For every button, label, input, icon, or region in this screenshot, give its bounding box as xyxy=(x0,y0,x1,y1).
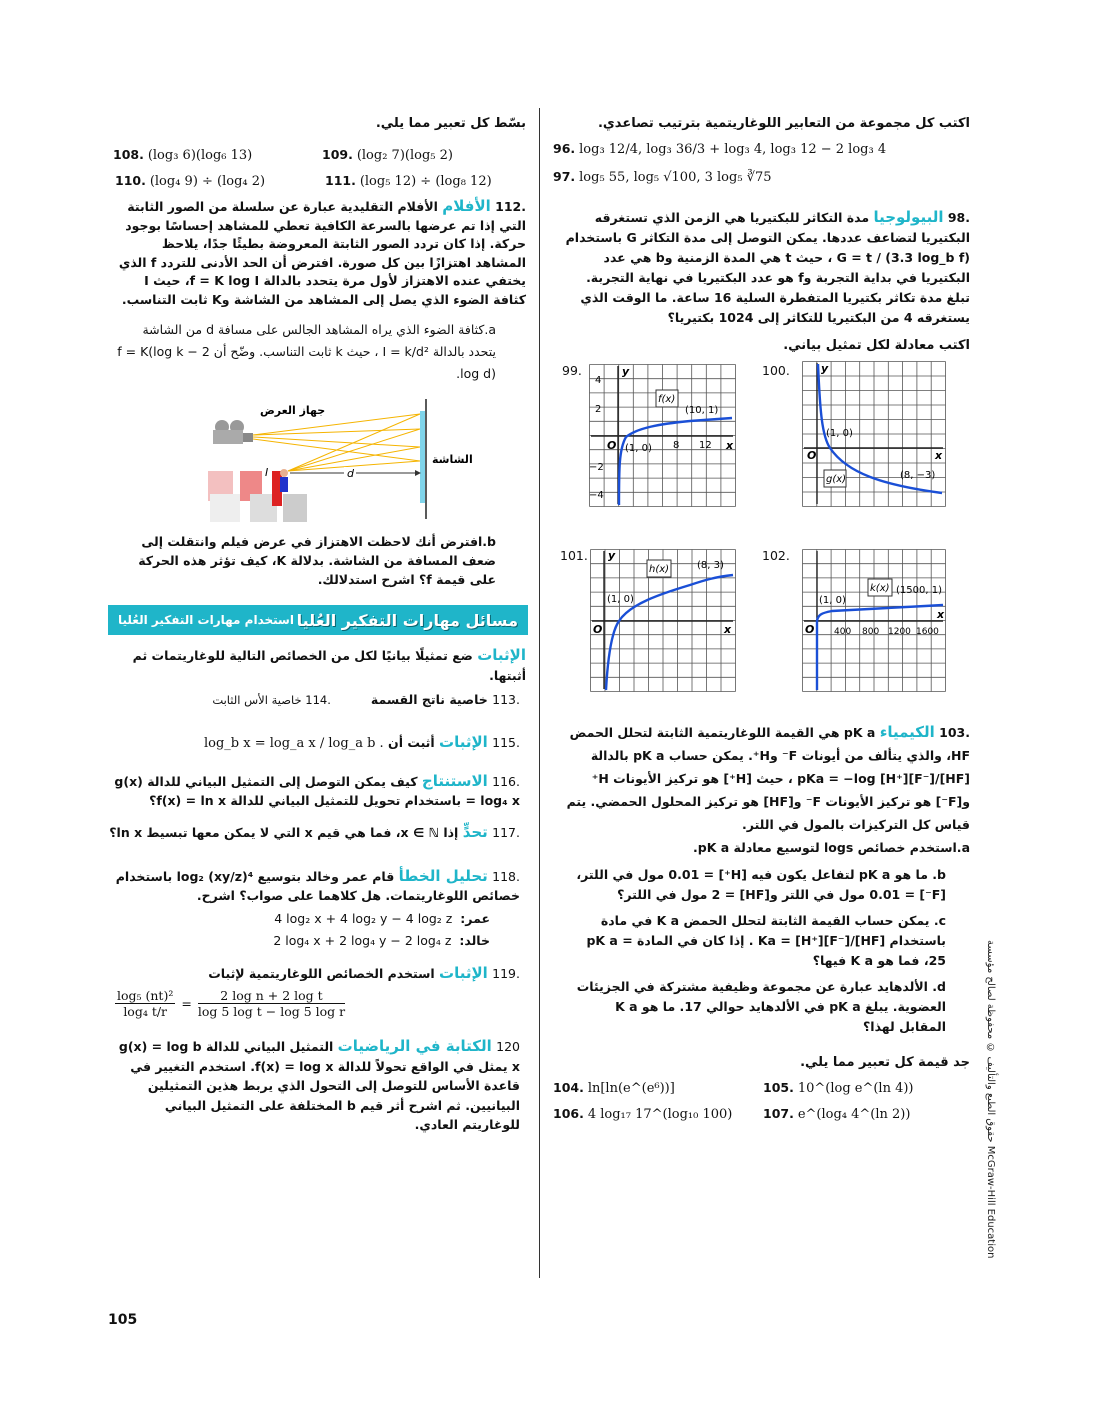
problem-number: 120 xyxy=(496,1039,520,1054)
expression: (log₃ 6)(log₆ 13) xyxy=(147,148,253,163)
problem-number: .117 xyxy=(492,825,520,840)
keyword: الكيمياء xyxy=(879,723,935,741)
point-label: (1, 0) xyxy=(625,443,652,454)
problem-97 xyxy=(553,169,970,185)
x-axis-label: x xyxy=(726,439,734,452)
y-tick: 4 xyxy=(595,375,602,386)
y-axis-label: y xyxy=(622,365,630,378)
problem-118 xyxy=(108,867,520,905)
graph-number: 100. xyxy=(762,363,790,378)
expression: (log₄ 9) ÷ (log₄ 2) xyxy=(149,174,266,189)
denominator: log₄ t/r xyxy=(123,1004,168,1019)
y-axis-label: y xyxy=(821,362,829,375)
problem-number: .115 xyxy=(492,735,520,750)
projector-screen-figure xyxy=(200,399,500,524)
proof-intro xyxy=(108,645,526,686)
expression: (log₅ 12) ÷ (log₈ 12) xyxy=(359,174,492,189)
expression: log_b x = log_a x / log_a b . xyxy=(203,736,384,751)
problem-number: .118 xyxy=(492,869,520,884)
y-axis-label: y xyxy=(608,549,616,562)
origin-label: O xyxy=(593,623,603,636)
function-label: k(x) xyxy=(870,583,890,594)
problem-text: قام عمر وخالد بتوسيع log₂ (xy/z)⁴ باستخدام خصائص اللوغاريتمات. هل كلاهما على صواب؟ اشرح. xyxy=(115,869,520,903)
expression: e^(log₄ 4^(ln 2)) xyxy=(797,1107,911,1122)
problem-number: 109. xyxy=(322,147,353,162)
graphs-block xyxy=(553,359,970,695)
numerator: 2 log n + 2 log t xyxy=(198,988,345,1004)
row-104-105 xyxy=(553,1080,970,1096)
column-divider xyxy=(539,108,540,1278)
graph-number: 102. xyxy=(762,548,790,563)
problem-115 xyxy=(108,732,520,754)
banner-title: مسائل مهارات التفكير العُليا xyxy=(296,610,518,630)
hots-banner xyxy=(108,605,528,635)
problem-number: .119 xyxy=(492,966,520,981)
problem-number: .103 xyxy=(939,725,970,740)
point-label: (1, 0) xyxy=(607,594,634,605)
y-tick: 2 xyxy=(595,404,602,415)
row-110-111 xyxy=(108,173,526,189)
rhs-fraction xyxy=(198,988,345,1019)
problem-114 xyxy=(212,690,331,710)
banner-subtitle: استخدام مهارات التفكير العُليا xyxy=(118,613,294,627)
keyword: البيولوجيا xyxy=(873,208,944,226)
problem-number: .112 xyxy=(495,199,526,214)
problem-117 xyxy=(108,822,520,843)
x-tick: 400 xyxy=(834,627,852,637)
expression: log₃ 12/4, log₃ 36/3 + log₃ 4, log₃ 12 − 2 log₃ 4 xyxy=(579,142,887,157)
keyword: الإثبات xyxy=(439,733,488,751)
order-heading: اكتب كل مجموعة من التعابير اللوغاريتمية بترتيب تصاعدي. xyxy=(597,116,970,131)
keyword: الإثبات xyxy=(439,964,488,982)
student-label: خالد: xyxy=(459,933,490,948)
problem-text: استخدم الخصائص اللوغاريتمية لإثبات xyxy=(208,966,435,981)
problem-number: 105. xyxy=(763,1080,794,1095)
y-tick: −4 xyxy=(589,490,604,501)
light-rays xyxy=(253,414,420,471)
khaled-answer xyxy=(108,931,490,951)
problem-number: 108. xyxy=(113,147,144,162)
equals-sign: = xyxy=(181,996,192,1011)
student-expression: 4 log₂ x + 4 log₂ y − 4 log₂ z xyxy=(274,911,453,926)
problem-96 xyxy=(553,141,970,157)
axes xyxy=(804,551,943,689)
expression: ln[ln(e^(e⁶))] xyxy=(587,1081,675,1096)
problem-number: 104. xyxy=(553,1080,584,1095)
intro-text: ضع تمثيلًا بيانيًا لكل من الخصائص التالية للوغاريتمات ثم أثبتها. xyxy=(132,648,526,683)
problem-109 xyxy=(322,147,453,163)
graph-heading: اكتب معادلة لكل تمثيل بياني. xyxy=(783,338,970,353)
right-column xyxy=(553,112,970,1122)
origin-label: O xyxy=(807,449,817,462)
x-tick: 800 xyxy=(862,627,880,637)
part-b: b.افترض أنك لاحظت الاهتزاز في عرض فيلم وانتقلت إلى ضعف المسافة من الشاشة. بدلالة K، كيف تؤثر هذه الحركة على قيمة f؟ اشرح استدلالك. xyxy=(138,534,496,587)
numerator: log₅ (nt)² xyxy=(117,988,174,1003)
keyword: تحدٍّ xyxy=(462,823,488,841)
problem-text: كيف يمكن التوصل إلى التمثيل البياني للدالة g(x) = log₄ x باستخدام تحويل للتمثيل البياني للدالة f(x) = ln x؟ xyxy=(114,774,520,808)
expression: 10^(log e^(ln 4)) xyxy=(797,1081,914,1096)
problem-number: 111. xyxy=(325,173,356,188)
problem-text: خاصية الأس الثابت xyxy=(212,693,302,707)
problem-104 xyxy=(553,1080,763,1096)
part-b: b. ما هو pK a لتفاعل يكون فيه [H⁺] = 0.01 مول في اللتر، [F⁻] = 0.01 مول في اللتر و[HF] = 2 مول في اللتر؟ xyxy=(576,867,946,902)
denominator: log 5 log t − log 5 log r xyxy=(197,1004,346,1019)
problem-number: .98 xyxy=(947,210,970,225)
problem-105 xyxy=(763,1080,914,1096)
x-tick: 12 xyxy=(699,440,712,451)
keyword: الإثبات xyxy=(477,646,526,664)
problem-110 xyxy=(108,173,325,189)
graph-102 xyxy=(802,549,946,692)
row-113-114 xyxy=(108,690,526,710)
row-108-109 xyxy=(108,147,526,163)
part-a: a.استخدم خصائص logs لتوسيع معادلة pK a. xyxy=(693,840,970,855)
problem-120 xyxy=(108,1037,520,1135)
problem-text: أثبت أن xyxy=(388,735,435,750)
graph-99 xyxy=(589,364,736,507)
graph-100 xyxy=(802,361,946,507)
expression: (log₂ 7)(log₅ 2) xyxy=(356,148,453,163)
problem-98 xyxy=(563,207,970,328)
point-label: (8, −3) xyxy=(900,470,936,481)
simplify-heading: بسّط كل تعبير مما يلي. xyxy=(375,116,526,131)
problem-116 xyxy=(108,772,520,810)
problem-119 xyxy=(108,963,520,984)
function-label: h(x) xyxy=(649,564,670,575)
keyword: الكتابة في الرياضيات xyxy=(337,1037,492,1055)
left-column xyxy=(108,112,526,1135)
function-label: f(x) xyxy=(658,394,676,405)
axes xyxy=(591,366,733,504)
expression: log₅ 55, log₅ √100, 3 log₅ ∛75 xyxy=(579,170,772,185)
student-expression: 2 log₄ x + 2 log₄ y − 2 log₄ z xyxy=(273,933,452,948)
problem-number: 110. xyxy=(115,173,146,188)
problem-number: 106. xyxy=(553,1106,584,1121)
problem-112 xyxy=(113,197,526,309)
problem-text: pK a هي القيمة اللوغاريتمية الثابتة لتحلل الحمض HF، والذي يتألف من أيونات F⁻ وH⁺. يمكن حساب pK a بالدالة pKa = −log [H⁺][F⁻]/[HF] ، حيث [H⁺] هو تركيز الأيونات H⁺ و[F⁻] هو تركيز الأيونات F⁻ و[HF] هو تركيز المحلول الحمضي. يتم قياس كل التركيزات بالمول في اللتر. xyxy=(566,725,970,832)
problem-number: 97. xyxy=(553,169,576,184)
problem-111 xyxy=(325,173,492,189)
origin-label: O xyxy=(607,439,617,452)
problem-number: 107. xyxy=(763,1106,794,1121)
x-tick: 8 xyxy=(673,440,680,451)
part-d: d. الألدهايد عبارة عن مجموعة وظيفية مشتركة في الجزيئات العضوية. يبلغ pK a في الألدهايد حوالي 17. ما هو K a المقابل لهذا؟ xyxy=(576,979,946,1034)
problem-text: مدة التكاثر للبكتيريا هي الزمن الذي تستغرقه البكتيريا لتضاعف عددها. يمكن التوصل إلى مدة التكاثر G باستخدام G = t / (3.3 log_b f) ، حيث t هي المدة الزمنية وb هي عدد البكتيريا في بداية التجربة وf هو عدد البكتيريا في نهاية التجربة. تبلغ مدة تكاثر بكتيريا المتفطرة السلية 16 ساعة. ما الوقت الذي يستغرقه 4 من البكتيريا للتكاثر إلى 1024 بكتيريا؟ xyxy=(565,210,970,325)
keyword: الأفلام xyxy=(442,197,491,215)
y-tick: −2 xyxy=(589,462,604,473)
problem-text: التمثيل البياني للدالة g(x) = log b x يمثل في الواقع تحولاً للدالة f(x) = log x. استخدم التغيير في قاعدة الأساس للتوصل إلى التحول الذي يربط هذين التمثيلين البيانيين. ثم اشرح أثر قيم b المختلفة على التمثيل البياني للوغاريتم العادي. xyxy=(118,1039,520,1132)
projector-label: جهاز العرض xyxy=(260,404,326,417)
problem-text: إذا x ∈ ℕ، فما هي قيم x التي لا يمكن معها تبسيط ln x؟ xyxy=(109,825,459,840)
x-axis-label: x xyxy=(724,623,732,636)
problem-108 xyxy=(108,147,322,163)
problem-number: .116 xyxy=(492,774,520,789)
theater-seats xyxy=(208,469,307,522)
point-label: (1500, 1) xyxy=(896,585,942,596)
lhs-fraction xyxy=(115,988,175,1019)
problem-113 xyxy=(371,690,520,710)
problem-107 xyxy=(763,1106,910,1122)
part-a: a.كثافة الضوء الذي يراه المشاهد الجالس على مسافة d من الشاشة يتحدد بالدالة I = k/d² ، حيث k ثابت التناسب. وضّح أن f = K(log k − 2 log d). xyxy=(117,322,496,381)
point-label: (1, 0) xyxy=(826,428,853,439)
problem-103 xyxy=(563,721,970,859)
origin-label: O xyxy=(805,623,815,636)
function-label: g(x) xyxy=(826,474,847,485)
keyword: تحليل الخطأ xyxy=(398,867,488,885)
omar-answer xyxy=(108,909,490,929)
problem-number: .113 xyxy=(492,692,520,707)
problem-text: الأفلام التقليدية عبارة عن سلسلة من الصور الثابتة التي إذا تم عرضها بالسرعة الكافية تعطي للمشاهد إحساسًا بوجود حركة. إذا كان تردد الصور الثابتة المعروضة بطيئًا جدًا، يلاحظ المشاهد اهتزازًا بين كل صورة. افترض أن الحد الأدنى للتردد f الذي يختفي عنده الاهتزاز لأول مرة يتحدد بالدالة f = K log I، حيث I كثافة الضوء الذي يصل إلى المشاهد من الشاشة وK ثابت التناسب. xyxy=(118,199,526,307)
expression: 4 log₁₇ 17^(log₁₀ 100) xyxy=(587,1107,733,1122)
point-label: (1, 0) xyxy=(819,595,846,606)
row-106-107 xyxy=(553,1106,970,1122)
x-tick: 1600 xyxy=(916,627,939,637)
distance-label: d xyxy=(347,467,354,480)
x-tick: 1200 xyxy=(888,627,911,637)
problem-text: خاصية ناتج القسمة xyxy=(370,692,488,707)
problem-number: .114 xyxy=(305,693,331,707)
x-axis-label: x xyxy=(935,449,943,462)
value-heading: جد قيمة كل تعبير مما يلي. xyxy=(800,1055,970,1070)
page-number: 105 xyxy=(108,1312,138,1328)
point-label: (8, 3) xyxy=(697,560,724,571)
x-axis-label: x xyxy=(937,608,945,621)
intensity-label: I xyxy=(265,466,269,479)
copyright-notice: حقوق الطبع والتأليف © محفوظة لصالح مؤسسة McGraw-Hill Education xyxy=(985,940,996,1259)
projector-icon xyxy=(213,420,253,444)
graph-101 xyxy=(590,549,736,692)
graph-number: 101. xyxy=(560,548,588,563)
graph-number: 99. xyxy=(562,363,582,378)
keyword: الاستنتاج xyxy=(421,772,488,790)
student-label: عمر: xyxy=(460,911,490,926)
screen-label: الشاشة xyxy=(432,453,473,466)
identity-119 xyxy=(115,988,526,1019)
screen xyxy=(420,411,425,503)
part-c: c. يمكن حساب القيمة الثابتة لتحلل الحمض K a في مادة باستخدام Ka = [H⁺][F⁻]/[HF] . إذا كان في المادة pK a = 25، فما هو K a فيها؟ xyxy=(586,913,946,968)
problem-number: 96. xyxy=(553,141,576,156)
problem-106 xyxy=(553,1106,763,1122)
point-label: (10, 1) xyxy=(685,405,719,416)
